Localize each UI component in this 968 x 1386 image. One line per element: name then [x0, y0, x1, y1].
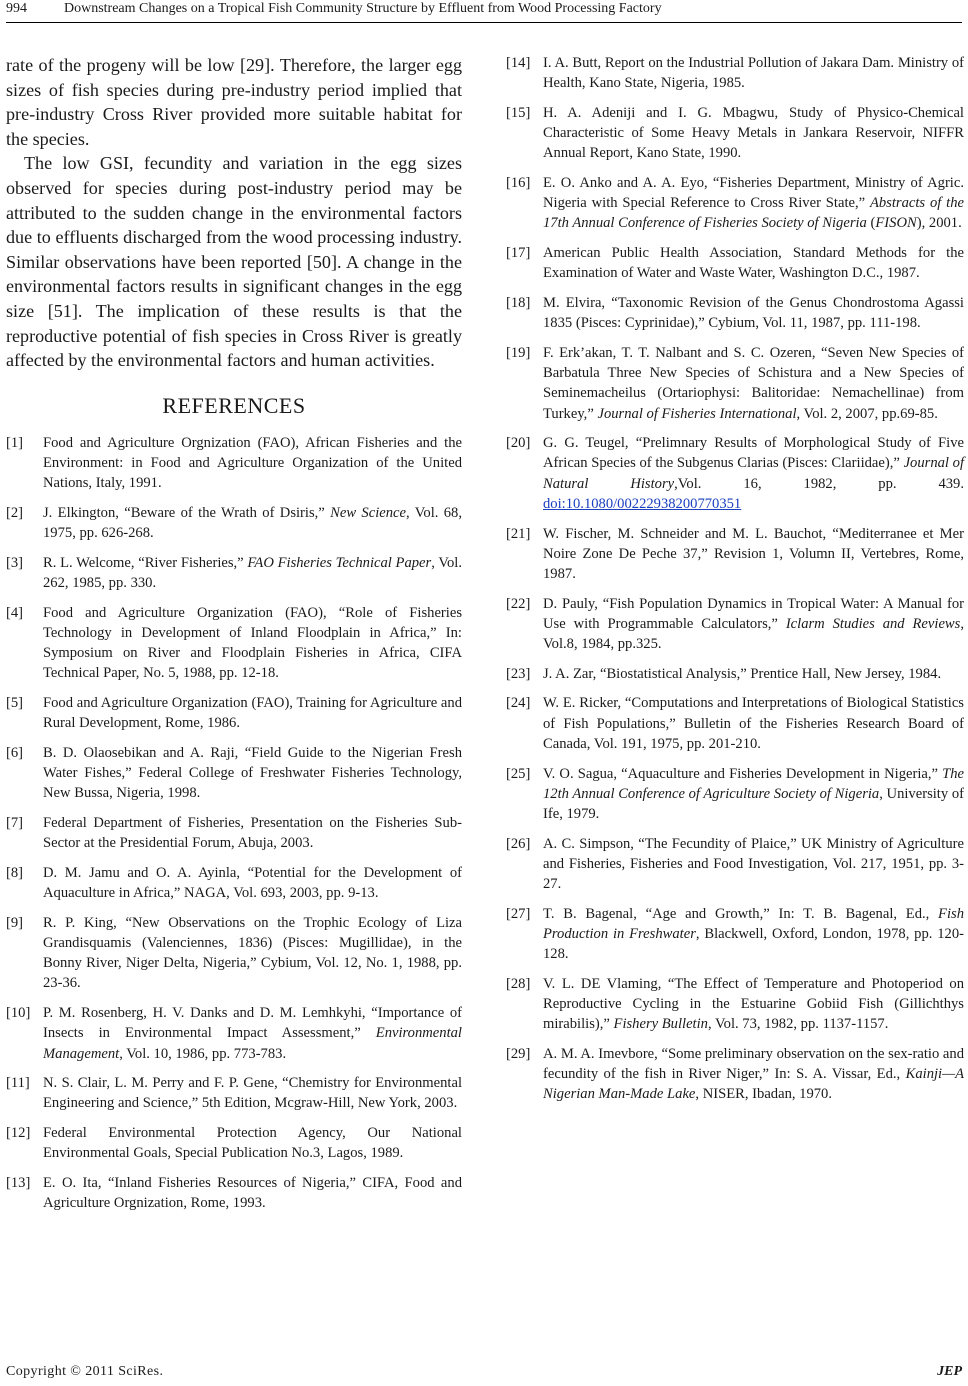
references-list-right	[506, 53, 964, 1105]
reference-number: [27]	[506, 905, 531, 922]
body-paragraph: rate of the progeny will be low [29]. Therefore, the larger egg sizes of fish species during pre-industry period implied that pre-industry Cross River provided more suitable habitat for the species.	[6, 55, 462, 149]
reference-item	[6, 1173, 462, 1213]
reference-item	[506, 664, 964, 684]
reference-number: [25]	[506, 765, 531, 782]
reference-citation: Federal Environmental Protection Agency, Our National Environmental Goals, Special Publication No.3, Lagos, 1989.	[43, 1125, 462, 1162]
reference-source-italic: Abstracts of the 17th Annual Conference of Fisheries Society of Nigeria	[543, 195, 964, 232]
reference-source-italic: Environmental Management	[43, 1025, 462, 1062]
running-title: Downstream Changes on a Tropical Fish Community Structure by Effluent from Wood Processing Factory	[64, 1, 662, 16]
reference-text	[543, 764, 964, 825]
reference-text	[43, 553, 462, 593]
reference-item	[506, 974, 964, 1035]
reference-item	[6, 503, 462, 543]
reference-source-italic: The 12th Annual Conference of Agriculture Society of Nigeria	[543, 765, 964, 802]
reference-citation: V. L. DE Vlaming, “The Effect of Temperature and Photoperiod on Reproductive Cycling in the Estuarine Gobiid Fish (Gillichthys mirabilis),”	[543, 975, 964, 1033]
reference-citation: Federal Department of Fisheries, Presentation on the Fisheries Sub-Sector at the Presidential Forum, Abuja, 2003.	[43, 814, 462, 852]
reference-number: [15]	[506, 104, 531, 121]
reference-text	[543, 594, 964, 655]
header-rule	[6, 22, 962, 23]
reference-source-italic: FAO Fisheries Technical Paper	[247, 554, 432, 571]
reference-citation: R. P. King, “New Observations on the Trophic Ecology of Liza Grandisquamis (Valenciennes, 1836) (Pisces: Mugillidae), in the Bonny River, Niger Delta, Nigeria,” Cybium, Vol. 12, No. 1, 1988, pp. 23-36.	[43, 914, 462, 992]
reference-number: [10]	[6, 1005, 31, 1022]
reference-citation: A. M. A. Imevbore, “Some preliminary observation on the sex-ratio and fecundity of the fish in River Niger,” In: S. A. Vissar, Ed.,	[543, 1046, 964, 1083]
reference-item	[6, 813, 462, 853]
reference-citation: G. G. Teugel, “Prelimnary Results of Morphological Study of Five African Species of the Subgenus Clarias (Pisces: Clariidae),”	[543, 435, 964, 472]
references-list-left	[6, 433, 462, 1214]
reference-text	[543, 293, 964, 333]
reference-citation-tail: , Blackwell, Oxford, London, 1978, pp. 120-128.	[543, 926, 964, 963]
reference-item	[506, 594, 964, 655]
reference-number: [19]	[506, 344, 531, 361]
reference-text	[43, 1123, 462, 1163]
reference-item	[6, 693, 462, 733]
right-column	[506, 53, 964, 1114]
reference-citation: I. A. Butt, Report on the Industrial Pollution of Jakara Dam. Ministry of Health, Kano State, Nigeria, 1985.	[543, 55, 964, 92]
left-column	[6, 53, 462, 1223]
reference-citation-tail: , Vol.8, 1984, pp.325.	[543, 615, 964, 653]
reference-citation: V. O. Sagua, “Aquaculture and Fisheries Development in Nigeria,”	[543, 765, 943, 782]
copyright-notice: Copyright © 2011 SciRes.	[6, 1364, 164, 1379]
reference-number: [8]	[6, 864, 24, 881]
reference-citation: A. C. Simpson, “The Fecundity of Plaice,” UK Ministry of Agriculture and Fisheries, Fisheries and Food Investigation, Vol. 217, 1951, pp. 3-27.	[543, 835, 964, 893]
reference-citation-tail: , Vol. 2, 2007, pp.69-85.	[796, 405, 938, 422]
reference-number: [12]	[6, 1125, 31, 1142]
reference-text	[43, 813, 462, 853]
reference-citation: P. M. Rosenberg, H. V. Danks and D. M. Lemhkyhi, “Importance of Insects in Environmental Impact Assessment,”	[43, 1005, 462, 1042]
reference-text	[543, 524, 964, 585]
reference-number: [11]	[6, 1075, 30, 1092]
reference-item	[506, 904, 964, 965]
reference-citation: Food and Agriculture Orgnization (FAO), African Fisheries and the Environment: in Food and Agriculture Organization of the United Nations, Italy, 1991.	[43, 434, 462, 492]
reference-citation: J. A. Zar, “Biostatistical Analysis,” Prentice Hall, New Jersey, 1984.	[543, 665, 942, 682]
reference-source-italic: Iclarm Studies and Reviews	[785, 615, 961, 632]
reference-number: [22]	[506, 595, 531, 612]
reference-citation-tail: (	[866, 215, 876, 232]
reference-citation: W. E. Ricker, “Computations and Interpretations of Biological Statistics of Fish Populations,” Bulletin of the Fisheries Research Board of Canada, Vol. 191, 1975, pp. 201-210.	[543, 695, 964, 752]
reference-citation-tail: , Vol. 10, 1986, pp. 773-783.	[119, 1045, 287, 1062]
reference-number: [4]	[6, 604, 24, 621]
reference-text	[543, 53, 964, 93]
reference-item	[506, 524, 964, 585]
reference-item	[506, 343, 964, 424]
reference-source-italic: New Science	[330, 504, 406, 521]
reference-text	[43, 503, 462, 543]
reference-source-italic: Journal of Natural History	[543, 455, 964, 492]
reference-text	[43, 1173, 462, 1213]
reference-text	[543, 693, 964, 754]
reference-citation: W. Fischer, M. Schneider and M. L. Bauchot, “Mediterranee et Mer Noire Zone De Peche 37,” Revision 1, Volumn II, Vertebres, Rome, 1987.	[543, 525, 964, 582]
reference-number: [1]	[6, 434, 24, 451]
reference-source-italic: Kainji—A Nigerian Man-Made Lake	[543, 1066, 964, 1103]
reference-item	[506, 53, 964, 93]
page-header	[0, 0, 968, 22]
body-paragraph: The low GSI, fecundity and variation in the egg sizes observed for species during post-industry period may be attributed to the sudden change in the environmental factors due to effluents discharged from the wood processing industry. Similar observations have been reported [50]. A change in the environmental factors results in significant changes in the egg size [51]. The implication of these results is that the reproductive potential of fish species in Cross River is greatly affected by the environmental factors and human activities.	[6, 153, 462, 371]
reference-text	[543, 974, 964, 1035]
doi-link[interactable]: doi:10.1080/00222938200770351	[543, 495, 742, 512]
reference-text	[543, 343, 964, 424]
reference-citation: American Public Health Association, Standard Methods for the Examination of Water and Waste Water, Washington D.C., 1987.	[543, 245, 964, 282]
reference-number: [29]	[506, 1046, 531, 1063]
reference-text	[543, 1044, 964, 1105]
reference-item	[6, 743, 462, 804]
reference-number: [20]	[506, 435, 531, 452]
reference-citation: H. A. Adeniji and I. G. Mbagwu, Study of Physico-Chemical Characteristic of Some Heavy Metals in Jankara Reservoir, NIFFR Annual Report, Kano State, 1990.	[543, 104, 964, 162]
reference-item	[506, 764, 964, 825]
reference-citation-tail: ), 2001.	[916, 215, 962, 232]
reference-number: [18]	[506, 295, 531, 312]
reference-item	[506, 693, 964, 754]
reference-citation-tail: , Vol. 68, 1975, pp. 626-268.	[43, 504, 462, 542]
reference-item	[506, 1044, 964, 1105]
reference-text	[43, 863, 462, 903]
reference-source-italic: FISON	[875, 215, 917, 232]
references-heading: REFERENCES	[162, 392, 306, 418]
reference-citation: R. L. Welcome, “River Fisheries,”	[43, 554, 248, 571]
page-footer	[6, 1364, 962, 1386]
reference-item	[506, 834, 964, 895]
reference-text	[543, 173, 964, 234]
reference-number: [23]	[506, 665, 531, 682]
reference-text	[543, 664, 964, 684]
reference-item	[6, 433, 462, 494]
reference-item	[6, 1123, 462, 1163]
reference-number: [17]	[506, 245, 531, 262]
reference-citation: B. D. Olaosebikan and A. Raji, “Field Guide to the Nigerian Fresh Water Fishes,” Federal College of Freshwater Fisheries Technology, New Bussa, Nigeria, 1998.	[43, 744, 462, 802]
reference-number: [26]	[506, 835, 531, 852]
reference-citation: Food and Agriculture Organization (FAO), “Role of Fisheries Technology in Development of Inland Floodplain in Africa,” In: Symposium on River and Floodplain Fisheries in Africa, CIFA Technical Paper, No. 5, 1988, pp. 12-18.	[43, 604, 462, 682]
reference-number: [3]	[6, 554, 24, 571]
reference-item	[6, 863, 462, 903]
reference-text	[43, 433, 462, 494]
reference-citation: M. Elvira, “Taxonomic Revision of the Genus Chondrostoma Agassi 1835 (Pisces: Cyprinidae),” Cybium, Vol. 11, 1987, pp. 111-198.	[543, 295, 964, 332]
reference-item	[506, 293, 964, 333]
reference-item	[6, 553, 462, 593]
reference-number: [5]	[6, 694, 24, 711]
reference-number: [6]	[6, 744, 24, 761]
reference-citation-tail: , Vol. 262, 1985, pp. 330.	[43, 554, 462, 591]
reference-item	[6, 1073, 462, 1113]
reference-text	[543, 243, 964, 283]
reference-source-italic: Fish Production in Freshwater	[543, 905, 964, 943]
reference-text	[43, 1073, 462, 1113]
reference-number: [14]	[506, 55, 531, 71]
reference-number: [2]	[6, 504, 24, 521]
reference-item	[506, 243, 964, 283]
reference-citation: F. Erk’akan, T. T. Nalbant and S. C. Ozeren, “Seven New Species of Barbatula Three New Species of Schistura and a New Species of Seminemacheilus (Ortariophysi: Balitoridae: Nemachellinae) from Turkey,”	[543, 344, 964, 422]
reference-citation: D. Pauly, “Fish Population Dynamics in Tropical Water: A Manual for Use with Programmable Calculators,”	[543, 595, 964, 632]
reference-text	[543, 904, 964, 965]
reference-source-italic: Journal of Fisheries International	[597, 405, 797, 422]
reference-item	[506, 433, 964, 514]
reference-number: [21]	[506, 525, 531, 542]
reference-item	[6, 603, 462, 684]
reference-text	[43, 693, 462, 733]
journal-abbrev: JEP	[937, 1364, 962, 1379]
reference-citation: D. M. Jamu and O. A. Ayinla, “Potential for the Development of Aquaculture in Africa,” NAGA, Vol. 693, 2003, pp. 9-13.	[43, 864, 462, 902]
reference-number: [24]	[506, 695, 531, 712]
reference-text	[543, 433, 964, 514]
reference-text	[43, 743, 462, 804]
reference-citation: E. O. Anko and A. A. Eyo, “Fisheries Department, Ministry of Agric. Nigeria with Special Reference to Cross River State,”	[543, 175, 964, 212]
reference-text	[43, 603, 462, 684]
reference-citation: Food and Agriculture Organization (FAO), Training for Agriculture and Rural Development, Rome, 1986.	[43, 694, 462, 732]
reference-number: [7]	[6, 814, 24, 831]
reference-number: [16]	[506, 175, 531, 192]
reference-citation-tail: ,Vol. 16, 1982, pp. 439.	[674, 475, 964, 492]
page-number: 994	[6, 1, 27, 16]
reference-citation-tail: , University of Ife, 1979.	[543, 785, 964, 822]
reference-citation: T. B. Bagenal, “Age and Growth,” In: T. B. Bagenal, Ed.,	[543, 905, 939, 922]
reference-citation: N. S. Clair, L. M. Perry and F. P. Gene, “Chemistry for Environmental Engineering and Science,” 5th Edition, Mcgraw-Hill, New York, 2003.	[43, 1075, 462, 1112]
reference-citation: E. O. Ita, “Inland Fisheries Resources of Nigeria,” CIFA, Food and Agriculture Orgnization, Rome, 1993.	[43, 1175, 462, 1212]
reference-text	[543, 103, 964, 164]
reference-source-italic: Fishery Bulletin	[613, 1016, 708, 1033]
reference-item	[506, 103, 964, 164]
reference-item	[6, 913, 462, 994]
reference-text	[43, 913, 462, 994]
reference-item	[6, 1003, 462, 1064]
reference-citation: J. Elkington, “Beware of the Wrath of Dsiris,”	[43, 504, 331, 521]
reference-number: [13]	[6, 1175, 31, 1192]
reference-citation-tail: , Vol. 73, 1982, pp. 1137-1157.	[707, 1016, 889, 1033]
reference-number: [9]	[6, 914, 24, 931]
reference-text	[543, 834, 964, 895]
reference-citation-tail: , NISER, Ibadan, 1970.	[695, 1086, 833, 1103]
reference-text	[43, 1003, 462, 1064]
reference-item	[506, 173, 964, 234]
reference-number: [28]	[506, 975, 531, 992]
